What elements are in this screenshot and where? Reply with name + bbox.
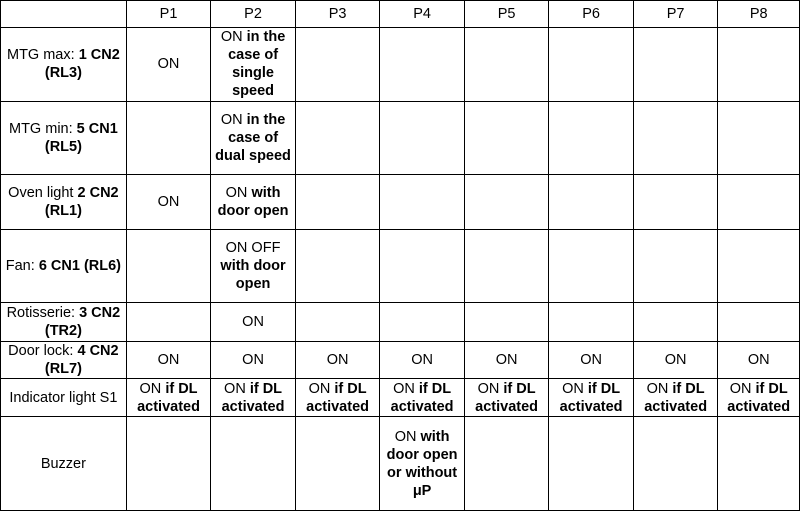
row-label-text: Fan: <box>5 257 35 274</box>
cell-door-lock-p2 <box>211 341 296 378</box>
cell-mtg-min-p8 <box>718 101 800 175</box>
cell-rotisserie-p5 <box>464 303 549 341</box>
cell-state: ON <box>326 351 349 368</box>
cell-rotisserie-p1 <box>126 303 211 341</box>
col-header-p7: P7 <box>633 1 718 28</box>
cell-door-lock-p8 <box>718 341 800 378</box>
cell-door-lock-p3 <box>295 341 380 378</box>
cell-oven-light-p4 <box>380 175 465 229</box>
cell-indicator-light-p7 <box>633 378 718 416</box>
cell-state: ON <box>394 428 417 445</box>
cell-state: ON <box>242 313 264 330</box>
cell-fan-p4 <box>380 229 465 303</box>
row-label-text: Buzzer <box>40 455 86 472</box>
table-row-buzzer <box>1 417 800 511</box>
table-row-door-lock <box>1 341 800 378</box>
cell-rotisserie-p6 <box>549 303 634 341</box>
cell-door-lock-p5 <box>464 341 549 378</box>
cell-state: ON <box>747 351 770 368</box>
row-label-text: Oven light <box>8 184 74 201</box>
table-body <box>1 28 800 511</box>
table-row-oven-light <box>1 175 800 229</box>
cell-state: ON <box>224 380 246 397</box>
cell-buzzer-p4 <box>380 417 465 511</box>
cell-oven-light-p1 <box>126 175 211 229</box>
cell-condition: with door open or without μP <box>386 428 458 499</box>
cell-rotisserie-p2 <box>211 303 296 341</box>
cell-mtg-min-p7 <box>633 101 718 175</box>
cell-state: ON <box>580 351 602 368</box>
col-header-p2: P2 <box>211 1 296 28</box>
row-label-text: Door lock: <box>8 342 74 359</box>
row-label-text: MTG min: <box>9 120 73 137</box>
row-label-mtg-max <box>1 28 127 102</box>
cell-mtg-max-p4 <box>380 28 465 102</box>
table-row-mtg-max <box>1 28 800 102</box>
cell-oven-light-p6 <box>549 175 634 229</box>
row-label-connector: 3 CN2 (TR2) <box>44 304 121 339</box>
row-label-mtg-min <box>1 101 127 175</box>
col-header-p3: P3 <box>295 1 380 28</box>
cell-condition: if DL activated <box>475 380 539 415</box>
cell-oven-light-p7 <box>633 175 718 229</box>
row-label-connector: 6 CN1 (RL6) <box>38 257 121 274</box>
cell-indicator-light-p4 <box>380 378 465 416</box>
cell-state: ON <box>220 29 243 46</box>
row-label-text: Indicator light S1 <box>9 389 118 406</box>
row-label-indicator-light <box>1 378 127 416</box>
cell-buzzer-p6 <box>549 417 634 511</box>
row-label-fan <box>1 229 127 303</box>
cell-indicator-light-p8 <box>718 378 800 416</box>
cell-condition: if DL activated <box>390 380 454 415</box>
cell-condition: if DL activated <box>727 380 791 415</box>
cell-mtg-max-p2 <box>211 28 296 102</box>
cell-indicator-light-p2 <box>211 378 296 416</box>
cell-rotisserie-p4 <box>380 303 465 341</box>
cell-state: ON <box>157 193 180 210</box>
cell-buzzer-p7 <box>633 417 718 511</box>
cell-buzzer-p1 <box>126 417 211 511</box>
cell-mtg-max-p3 <box>295 28 380 102</box>
cell-mtg-max-p6 <box>549 28 634 102</box>
cell-state: ON <box>495 351 518 368</box>
cell-mtg-min-p6 <box>549 101 634 175</box>
cell-condition: in the case of single speed <box>228 29 286 100</box>
table-row-fan <box>1 229 800 303</box>
cell-state: ON <box>664 351 687 368</box>
cell-buzzer-p8 <box>718 417 800 511</box>
cell-door-lock-p6 <box>549 341 634 378</box>
cell-rotisserie-p8 <box>718 303 800 341</box>
cell-condition: if DL activated <box>221 380 285 415</box>
cell-fan-p3 <box>295 229 380 303</box>
col-header-p5: P5 <box>464 1 549 28</box>
cell-state: ON <box>139 380 162 397</box>
cell-fan-p5 <box>464 229 549 303</box>
cell-state: ON <box>646 380 669 397</box>
cell-door-lock-p7 <box>633 341 718 378</box>
cell-buzzer-p5 <box>464 417 549 511</box>
row-label-connector: 1 CN2 (RL3) <box>44 47 120 82</box>
row-label-connector: 4 CN2 (RL7) <box>44 342 119 377</box>
cell-state: ON <box>157 56 180 73</box>
cell-state: ON <box>225 184 248 201</box>
cell-state: ON <box>157 351 180 368</box>
cell-state: ON OFF <box>225 239 281 256</box>
cell-rotisserie-p3 <box>295 303 380 341</box>
cell-door-lock-p4 <box>380 341 465 378</box>
cell-state: ON <box>562 380 584 397</box>
cell-oven-light-p8 <box>718 175 800 229</box>
cell-fan-p6 <box>549 229 634 303</box>
cell-mtg-min-p3 <box>295 101 380 175</box>
row-label-text: Rotisserie: <box>6 304 76 321</box>
cell-condition: if DL activated <box>137 380 200 415</box>
cell-indicator-light-p3 <box>295 378 380 416</box>
cell-fan-p1 <box>126 229 211 303</box>
cell-fan-p8 <box>718 229 800 303</box>
corner-cell <box>1 1 127 28</box>
cell-condition: if DL activated <box>306 380 369 415</box>
row-label-door-lock <box>1 341 127 378</box>
row-label-buzzer <box>1 417 127 511</box>
cell-state: ON <box>393 380 415 397</box>
cell-condition: if DL activated <box>644 380 708 415</box>
cell-fan-p2 <box>211 229 296 303</box>
cell-door-lock-p1 <box>126 341 211 378</box>
cell-state: ON <box>729 380 752 397</box>
col-header-p1: P1 <box>126 1 211 28</box>
cell-mtg-max-p7 <box>633 28 718 102</box>
row-label-rotisserie <box>1 303 127 341</box>
cell-oven-light-p3 <box>295 175 380 229</box>
col-header-p6: P6 <box>549 1 634 28</box>
header-row <box>1 1 800 28</box>
cell-mtg-max-p8 <box>718 28 800 102</box>
cell-state: ON <box>411 351 433 368</box>
table-row-mtg-min <box>1 101 800 175</box>
cell-buzzer-p3 <box>295 417 380 511</box>
cell-oven-light-p2 <box>211 175 296 229</box>
cell-rotisserie-p7 <box>633 303 718 341</box>
cell-mtg-min-p5 <box>464 101 549 175</box>
cell-state: ON <box>477 380 500 397</box>
cell-mtg-min-p2 <box>211 101 296 175</box>
cell-indicator-light-p6 <box>549 378 634 416</box>
cell-fan-p7 <box>633 229 718 303</box>
cell-mtg-min-p4 <box>380 101 465 175</box>
cell-condition: if DL activated <box>559 380 623 415</box>
cell-condition: in the case of dual speed <box>215 111 291 164</box>
col-header-p8: P8 <box>718 1 800 28</box>
table-row-indicator-light <box>1 378 800 416</box>
row-label-oven-light <box>1 175 127 229</box>
cell-mtg-max-p1 <box>126 28 211 102</box>
row-label-text: MTG max: <box>6 47 75 64</box>
cell-buzzer-p2 <box>211 417 296 511</box>
cell-condition: with door open <box>220 257 286 292</box>
cell-state: ON <box>220 111 243 128</box>
cell-indicator-light-p1 <box>126 378 211 416</box>
cell-state: ON <box>308 380 331 397</box>
cell-oven-light-p5 <box>464 175 549 229</box>
cell-indicator-light-p5 <box>464 378 549 416</box>
cell-condition: with door open <box>217 184 289 219</box>
row-label-connector: 5 CN1 (RL5) <box>44 120 118 155</box>
table-row-rotisserie <box>1 303 800 341</box>
cell-state: ON <box>242 351 264 368</box>
row-label-connector: 2 CN2 (RL1) <box>44 184 119 219</box>
col-header-p4: P4 <box>380 1 465 28</box>
cell-mtg-min-p1 <box>126 101 211 175</box>
cell-mtg-max-p5 <box>464 28 549 102</box>
